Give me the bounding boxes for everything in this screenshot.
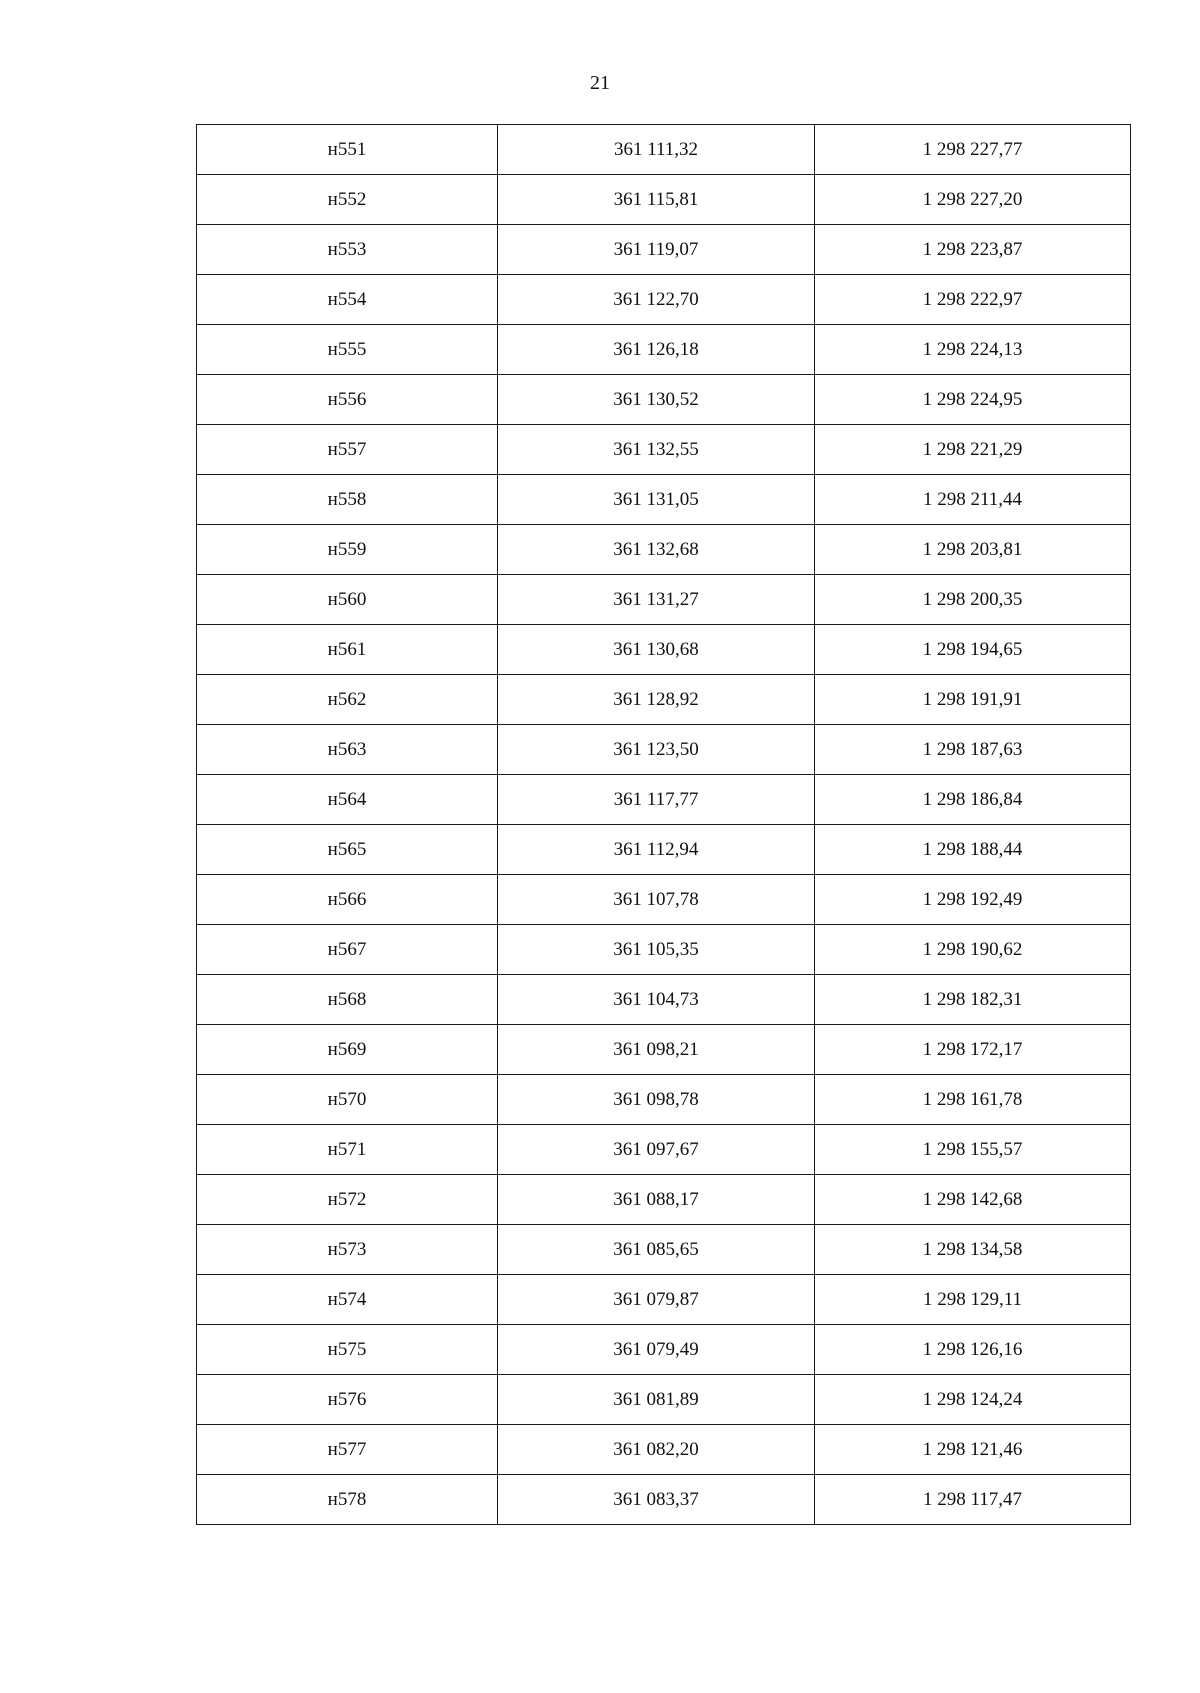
- table-row: [197, 975, 1131, 1025]
- point-name-cell: н553: [197, 225, 498, 275]
- y-coordinate-cell: 1 298 117,47: [815, 1475, 1131, 1525]
- y-coordinate-cell: 1 298 200,35: [815, 575, 1131, 625]
- coordinates-table: [196, 124, 1131, 1525]
- x-coordinate-cell: 361 082,20: [498, 1425, 815, 1475]
- point-name-cell: н578: [197, 1475, 498, 1525]
- point-name-cell: н564: [197, 775, 498, 825]
- table-row: [197, 175, 1131, 225]
- y-coordinate-cell: 1 298 134,58: [815, 1225, 1131, 1275]
- point-name-cell: н554: [197, 275, 498, 325]
- table-row: [197, 425, 1131, 475]
- table-row: [197, 1375, 1131, 1425]
- point-name-cell: н569: [197, 1025, 498, 1075]
- y-coordinate-cell: 1 298 182,31: [815, 975, 1131, 1025]
- y-coordinate-cell: 1 298 194,65: [815, 625, 1131, 675]
- point-name-cell: н572: [197, 1175, 498, 1225]
- x-coordinate-cell: 361 079,49: [498, 1325, 815, 1375]
- point-name-cell: н576: [197, 1375, 498, 1425]
- table-row: [197, 1225, 1131, 1275]
- table-row: [197, 625, 1131, 675]
- x-coordinate-cell: 361 128,92: [498, 675, 815, 725]
- x-coordinate-cell: 361 130,68: [498, 625, 815, 675]
- point-name-cell: н573: [197, 1225, 498, 1275]
- table-row: [197, 1125, 1131, 1175]
- table-row: [197, 225, 1131, 275]
- table-row: [197, 875, 1131, 925]
- x-coordinate-cell: 361 081,89: [498, 1375, 815, 1425]
- x-coordinate-cell: 361 083,37: [498, 1475, 815, 1525]
- y-coordinate-cell: 1 298 155,57: [815, 1125, 1131, 1175]
- coordinates-table-body: [197, 125, 1131, 1525]
- y-coordinate-cell: 1 298 192,49: [815, 875, 1131, 925]
- x-coordinate-cell: 361 122,70: [498, 275, 815, 325]
- point-name-cell: н556: [197, 375, 498, 425]
- table-row: [197, 1325, 1131, 1375]
- table-row: [197, 725, 1131, 775]
- x-coordinate-cell: 361 111,32: [498, 125, 815, 175]
- table-row: [197, 1475, 1131, 1525]
- point-name-cell: н575: [197, 1325, 498, 1375]
- x-coordinate-cell: 361 117,77: [498, 775, 815, 825]
- point-name-cell: н567: [197, 925, 498, 975]
- table-row: [197, 675, 1131, 725]
- y-coordinate-cell: 1 298 172,17: [815, 1025, 1131, 1075]
- point-name-cell: н565: [197, 825, 498, 875]
- y-coordinate-cell: 1 298 186,84: [815, 775, 1131, 825]
- point-name-cell: н552: [197, 175, 498, 225]
- point-name-cell: н563: [197, 725, 498, 775]
- table-row: [197, 475, 1131, 525]
- table-row: [197, 1175, 1131, 1225]
- x-coordinate-cell: 361 098,21: [498, 1025, 815, 1075]
- y-coordinate-cell: 1 298 224,95: [815, 375, 1131, 425]
- x-coordinate-cell: 361 115,81: [498, 175, 815, 225]
- point-name-cell: н561: [197, 625, 498, 675]
- x-coordinate-cell: 361 104,73: [498, 975, 815, 1025]
- point-name-cell: н568: [197, 975, 498, 1025]
- y-coordinate-cell: 1 298 188,44: [815, 825, 1131, 875]
- y-coordinate-cell: 1 298 121,46: [815, 1425, 1131, 1475]
- table-row: [197, 1425, 1131, 1475]
- y-coordinate-cell: 1 298 191,91: [815, 675, 1131, 725]
- point-name-cell: н560: [197, 575, 498, 625]
- x-coordinate-cell: 361 126,18: [498, 325, 815, 375]
- x-coordinate-cell: 361 132,68: [498, 525, 815, 575]
- point-name-cell: н562: [197, 675, 498, 725]
- table-row: [197, 325, 1131, 375]
- y-coordinate-cell: 1 298 187,63: [815, 725, 1131, 775]
- x-coordinate-cell: 361 085,65: [498, 1225, 815, 1275]
- x-coordinate-cell: 361 105,35: [498, 925, 815, 975]
- x-coordinate-cell: 361 079,87: [498, 1275, 815, 1325]
- y-coordinate-cell: 1 298 223,87: [815, 225, 1131, 275]
- table-row: [197, 375, 1131, 425]
- point-name-cell: н558: [197, 475, 498, 525]
- y-coordinate-cell: 1 298 129,11: [815, 1275, 1131, 1325]
- table-row: [197, 775, 1131, 825]
- x-coordinate-cell: 361 098,78: [498, 1075, 815, 1125]
- table-row: [197, 525, 1131, 575]
- point-name-cell: н566: [197, 875, 498, 925]
- table-row: [197, 825, 1131, 875]
- y-coordinate-cell: 1 298 124,24: [815, 1375, 1131, 1425]
- x-coordinate-cell: 361 088,17: [498, 1175, 815, 1225]
- y-coordinate-cell: 1 298 161,78: [815, 1075, 1131, 1125]
- point-name-cell: н570: [197, 1075, 498, 1125]
- y-coordinate-cell: 1 298 224,13: [815, 325, 1131, 375]
- x-coordinate-cell: 361 123,50: [498, 725, 815, 775]
- point-name-cell: н577: [197, 1425, 498, 1475]
- table-row: [197, 1275, 1131, 1325]
- x-coordinate-cell: 361 112,94: [498, 825, 815, 875]
- x-coordinate-cell: 361 097,67: [498, 1125, 815, 1175]
- y-coordinate-cell: 1 298 126,16: [815, 1325, 1131, 1375]
- x-coordinate-cell: 361 132,55: [498, 425, 815, 475]
- y-coordinate-cell: 1 298 222,97: [815, 275, 1131, 325]
- x-coordinate-cell: 361 131,05: [498, 475, 815, 525]
- point-name-cell: н559: [197, 525, 498, 575]
- point-name-cell: н574: [197, 1275, 498, 1325]
- y-coordinate-cell: 1 298 227,77: [815, 125, 1131, 175]
- y-coordinate-cell: 1 298 211,44: [815, 475, 1131, 525]
- y-coordinate-cell: 1 298 221,29: [815, 425, 1131, 475]
- table-row: [197, 275, 1131, 325]
- y-coordinate-cell: 1 298 142,68: [815, 1175, 1131, 1225]
- y-coordinate-cell: 1 298 203,81: [815, 525, 1131, 575]
- point-name-cell: н557: [197, 425, 498, 475]
- page-number: 21: [590, 72, 610, 94]
- y-coordinate-cell: 1 298 190,62: [815, 925, 1131, 975]
- x-coordinate-cell: 361 107,78: [498, 875, 815, 925]
- y-coordinate-cell: 1 298 227,20: [815, 175, 1131, 225]
- x-coordinate-cell: 361 131,27: [498, 575, 815, 625]
- point-name-cell: н551: [197, 125, 498, 175]
- table-row: [197, 1025, 1131, 1075]
- table-row: [197, 925, 1131, 975]
- table-row: [197, 1075, 1131, 1125]
- x-coordinate-cell: 361 130,52: [498, 375, 815, 425]
- table-row: [197, 125, 1131, 175]
- point-name-cell: н571: [197, 1125, 498, 1175]
- point-name-cell: н555: [197, 325, 498, 375]
- x-coordinate-cell: 361 119,07: [498, 225, 815, 275]
- table-row: [197, 575, 1131, 625]
